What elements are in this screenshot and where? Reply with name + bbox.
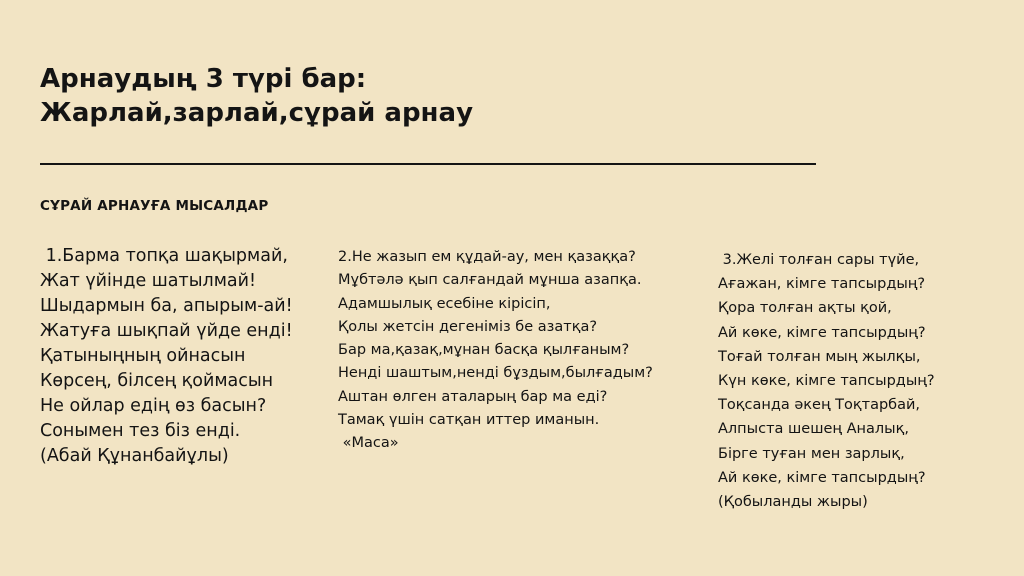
poem-2 <box>338 246 653 456</box>
poem-line: Күн көке, кімге тапсырдың? <box>718 373 935 390</box>
section-heading: СҰРАЙ АРНАУҒА МЫСАЛДАР <box>40 198 269 214</box>
slide-title <box>40 62 473 130</box>
divider-line <box>40 163 816 165</box>
poem-line: Тоқсанда әкең Тоқтарбай, <box>718 397 921 414</box>
poem-line: Сонымен тез біз енді. <box>40 421 241 441</box>
poem-line: Бар ма,қазақ,мұнан басқа қылғаным? <box>338 342 630 359</box>
poem-line: Ай көке, кімге тапсырдың? <box>718 469 926 486</box>
poem-line: Ағажан, кімге тапсырдың? <box>718 276 926 293</box>
poem-line: Көрсең, білсең қоймасын <box>40 371 274 391</box>
poem-line: Не ойлар едің өз басын? <box>40 396 267 416</box>
poem-3 <box>718 248 935 514</box>
poem-line: Қатыныңның ойнасын <box>40 346 246 366</box>
poem-line: Қолы жетсін дегеніміз бе азатқа? <box>338 318 598 335</box>
poem-line: Адамшылық есебіне кірісіп, <box>338 295 551 312</box>
poem-line: Аштан өлген аталарың бар ма еді? <box>338 388 608 405</box>
poem-line: Алпыста шешең Аналық, <box>718 421 909 438</box>
poem-line: Ненді шаштым,ненді бұздым,былғадым? <box>338 365 653 382</box>
poem-line: Тоғай толған мың жылқы, <box>718 348 921 365</box>
poem-line: «Маса» <box>338 435 399 452</box>
poem-line: Тамақ үшін сатқан иттер иманын. <box>338 412 600 429</box>
poem-line: Шыдармын ба, апырым-ай! <box>40 296 293 316</box>
poem-1 <box>40 244 293 469</box>
poem-line: 1.Барма топқа шақырмай, <box>40 246 288 266</box>
poem-line: Жат үйінде шатылмай! <box>40 271 257 291</box>
poem-line: 3.Желі толған сары түйе, <box>718 252 920 268</box>
title-line-2: Жарлай,зарлай,сұрай арнау <box>40 98 474 128</box>
poem-line: Бірге туған мен зарлық, <box>718 445 905 462</box>
title-line-1: Арнаудың 3 түрі бар: <box>40 64 367 94</box>
poem-line: Ай көке, кімге тапсырдың? <box>718 324 926 341</box>
poem-line: Жатуға шықпай үйде енді! <box>40 321 293 341</box>
poem-line: 2.Не жазып ем құдай-ау, мен қазаққа? <box>338 249 636 265</box>
poem-line: (Қобыланды жыры) <box>718 494 868 511</box>
poem-line: Мұбтәлә қып салғандай мұнша азапқа. <box>338 272 642 289</box>
poem-line: (Абай Құнанбайұлы) <box>40 446 229 466</box>
poem-line: Қора толған ақты қой, <box>718 300 892 317</box>
